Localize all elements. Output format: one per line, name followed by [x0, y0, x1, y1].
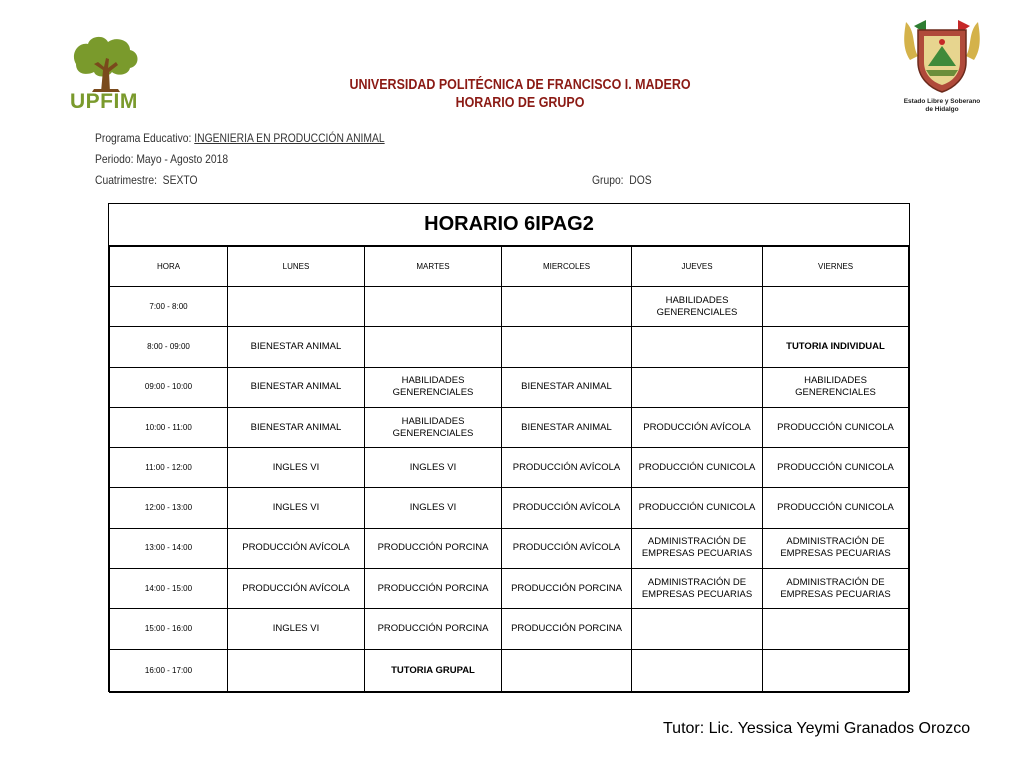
- programa-label: Programa Educativo:: [95, 131, 192, 145]
- table-row: [110, 448, 909, 488]
- class-cell: INGLES VI: [228, 448, 365, 488]
- class-cell: ADMINISTRACIÓN DE EMPRESAS PECUARIAS: [763, 528, 909, 568]
- class-cell: [632, 649, 763, 692]
- class-cell: HABILIDADES GENERENCIALES: [365, 407, 502, 447]
- column-header: JUEVES: [632, 247, 763, 287]
- class-cell: PRODUCCIÓN AVÍCOLA: [502, 528, 632, 568]
- tutor-name: Tutor: Lic. Yessica Yeymi Granados Orozco: [663, 720, 971, 737]
- hour-cell: 11:00 - 12:00: [110, 448, 228, 488]
- hour-cell: 12:00 - 13:00: [110, 488, 228, 528]
- cuatrimestre-label: Cuatrimestre:: [95, 173, 157, 187]
- cuatrimestre-value: SEXTO: [162, 173, 198, 187]
- column-header: MARTES: [365, 247, 502, 287]
- class-cell: PRODUCCIÓN AVÍCOLA: [502, 488, 632, 528]
- class-cell: HABILIDADES GENERENCIALES: [763, 367, 909, 407]
- table-row: [110, 528, 909, 568]
- class-cell: [502, 327, 632, 367]
- hour-cell: 13:00 - 14:00: [110, 528, 228, 568]
- coat-of-arms-icon: [896, 16, 988, 98]
- class-cell: PRODUCCIÓN CUNICOLA: [632, 448, 763, 488]
- class-cell: [763, 287, 909, 327]
- hour-cell: 7:00 - 8:00: [110, 287, 228, 327]
- hidalgo-seal: [896, 16, 988, 116]
- periodo-label: Periodo:: [95, 152, 134, 166]
- table-row: [110, 488, 909, 528]
- class-cell: [632, 367, 763, 407]
- class-cell: BIENESTAR ANIMAL: [228, 407, 365, 447]
- hour-cell: 8:00 - 09:00: [110, 327, 228, 367]
- upfim-logo-text: UPFIM: [70, 90, 138, 113]
- column-header: VIERNES: [763, 247, 909, 287]
- class-cell: [502, 287, 632, 327]
- class-cell: PRODUCCIÓN PORCINA: [365, 609, 502, 649]
- university-name: UNIVERSIDAD POLITÉCNICA DE FRANCISCO I. MADERO: [349, 77, 691, 93]
- hour-cell: 15:00 - 16:00: [110, 609, 228, 649]
- schedule-table: [108, 203, 910, 692]
- class-cell: PRODUCCIÓN PORCINA: [365, 569, 502, 609]
- class-cell: PRODUCCIÓN PORCINA: [502, 609, 632, 649]
- hour-cell: 14:00 - 15:00: [110, 569, 228, 609]
- class-cell: BIENESTAR ANIMAL: [502, 367, 632, 407]
- class-cell: PRODUCCIÓN AVÍCOLA: [502, 448, 632, 488]
- column-header: LUNES: [228, 247, 365, 287]
- class-cell: TUTORIA GRUPAL: [365, 649, 502, 692]
- column-header: MIERCOLES: [502, 247, 632, 287]
- class-cell: PRODUCCIÓN AVÍCOLA: [228, 528, 365, 568]
- class-cell: TUTORIA INDIVIDUAL: [763, 327, 909, 367]
- class-cell: [502, 649, 632, 692]
- class-cell: PRODUCCIÓN CUNICOLA: [632, 488, 763, 528]
- document-subtitle: HORARIO DE GRUPO: [455, 95, 585, 111]
- class-cell: INGLES VI: [365, 448, 502, 488]
- class-cell: [632, 609, 763, 649]
- periodo-line: [95, 152, 228, 166]
- header-title: [331, 76, 709, 112]
- seal-caption: [896, 98, 988, 114]
- table-row: [110, 327, 909, 367]
- grupo-value: DOS: [629, 173, 652, 187]
- periodo-value: Mayo - Agosto 2018: [136, 152, 229, 166]
- class-cell: PRODUCCIÓN CUNICOLA: [763, 448, 909, 488]
- schedule-body: [110, 287, 909, 693]
- class-cell: ADMINISTRACIÓN DE EMPRESAS PECUARIAS: [632, 569, 763, 609]
- class-cell: HABILIDADES GENERENCIALES: [632, 287, 763, 327]
- class-cell: PRODUCCIÓN CUNICOLA: [763, 488, 909, 528]
- class-cell: PRODUCCIÓN PORCINA: [502, 569, 632, 609]
- seal-caption-line2: de Hidalgo: [925, 106, 959, 113]
- schedule-grid: [109, 246, 909, 693]
- table-row: [110, 367, 909, 407]
- class-cell: [228, 649, 365, 692]
- upfim-logo: [68, 34, 142, 114]
- seal-caption-line1: Estado Libre y Soberano: [903, 98, 981, 105]
- column-header: HORA: [110, 247, 228, 287]
- programa-line: [95, 131, 385, 145]
- class-cell: [365, 287, 502, 327]
- class-cell: ADMINISTRACIÓN DE EMPRESAS PECUARIAS: [763, 569, 909, 609]
- class-cell: PRODUCCIÓN CUNICOLA: [763, 407, 909, 447]
- grupo-label: Grupo:: [592, 173, 624, 187]
- class-cell: HABILIDADES GENERENCIALES: [365, 367, 502, 407]
- class-cell: [365, 327, 502, 367]
- hour-cell: 09:00 - 10:00: [110, 367, 228, 407]
- class-cell: [632, 327, 763, 367]
- table-row: [110, 287, 909, 327]
- class-cell: ADMINISTRACIÓN DE EMPRESAS PECUARIAS: [632, 528, 763, 568]
- table-row: [110, 569, 909, 609]
- class-cell: BIENESTAR ANIMAL: [228, 327, 365, 367]
- header-row: [110, 247, 909, 287]
- class-cell: INGLES VI: [365, 488, 502, 528]
- class-cell: INGLES VI: [228, 609, 365, 649]
- class-cell: PRODUCCIÓN AVÍCOLA: [632, 407, 763, 447]
- table-row: [110, 649, 909, 692]
- hour-cell: 10:00 - 11:00: [110, 407, 228, 447]
- hour-cell: 16:00 - 17:00: [110, 649, 228, 692]
- tree-icon: [68, 34, 142, 94]
- table-row: [110, 407, 909, 447]
- class-cell: BIENESTAR ANIMAL: [228, 367, 365, 407]
- class-cell: [763, 649, 909, 692]
- cuatrimestre-line: [95, 173, 197, 187]
- class-cell: PRODUCCIÓN AVÍCOLA: [228, 569, 365, 609]
- class-cell: INGLES VI: [228, 488, 365, 528]
- class-cell: PRODUCCIÓN PORCINA: [365, 528, 502, 568]
- schedule-title: HORARIO 6IPAG2: [109, 204, 909, 246]
- class-cell: [228, 287, 365, 327]
- grupo-line: [592, 173, 652, 187]
- class-cell: BIENESTAR ANIMAL: [502, 407, 632, 447]
- table-row: [110, 609, 909, 649]
- class-cell: [763, 609, 909, 649]
- programa-value: INGENIERIA EN PRODUCCIÓN ANIMAL: [194, 131, 385, 145]
